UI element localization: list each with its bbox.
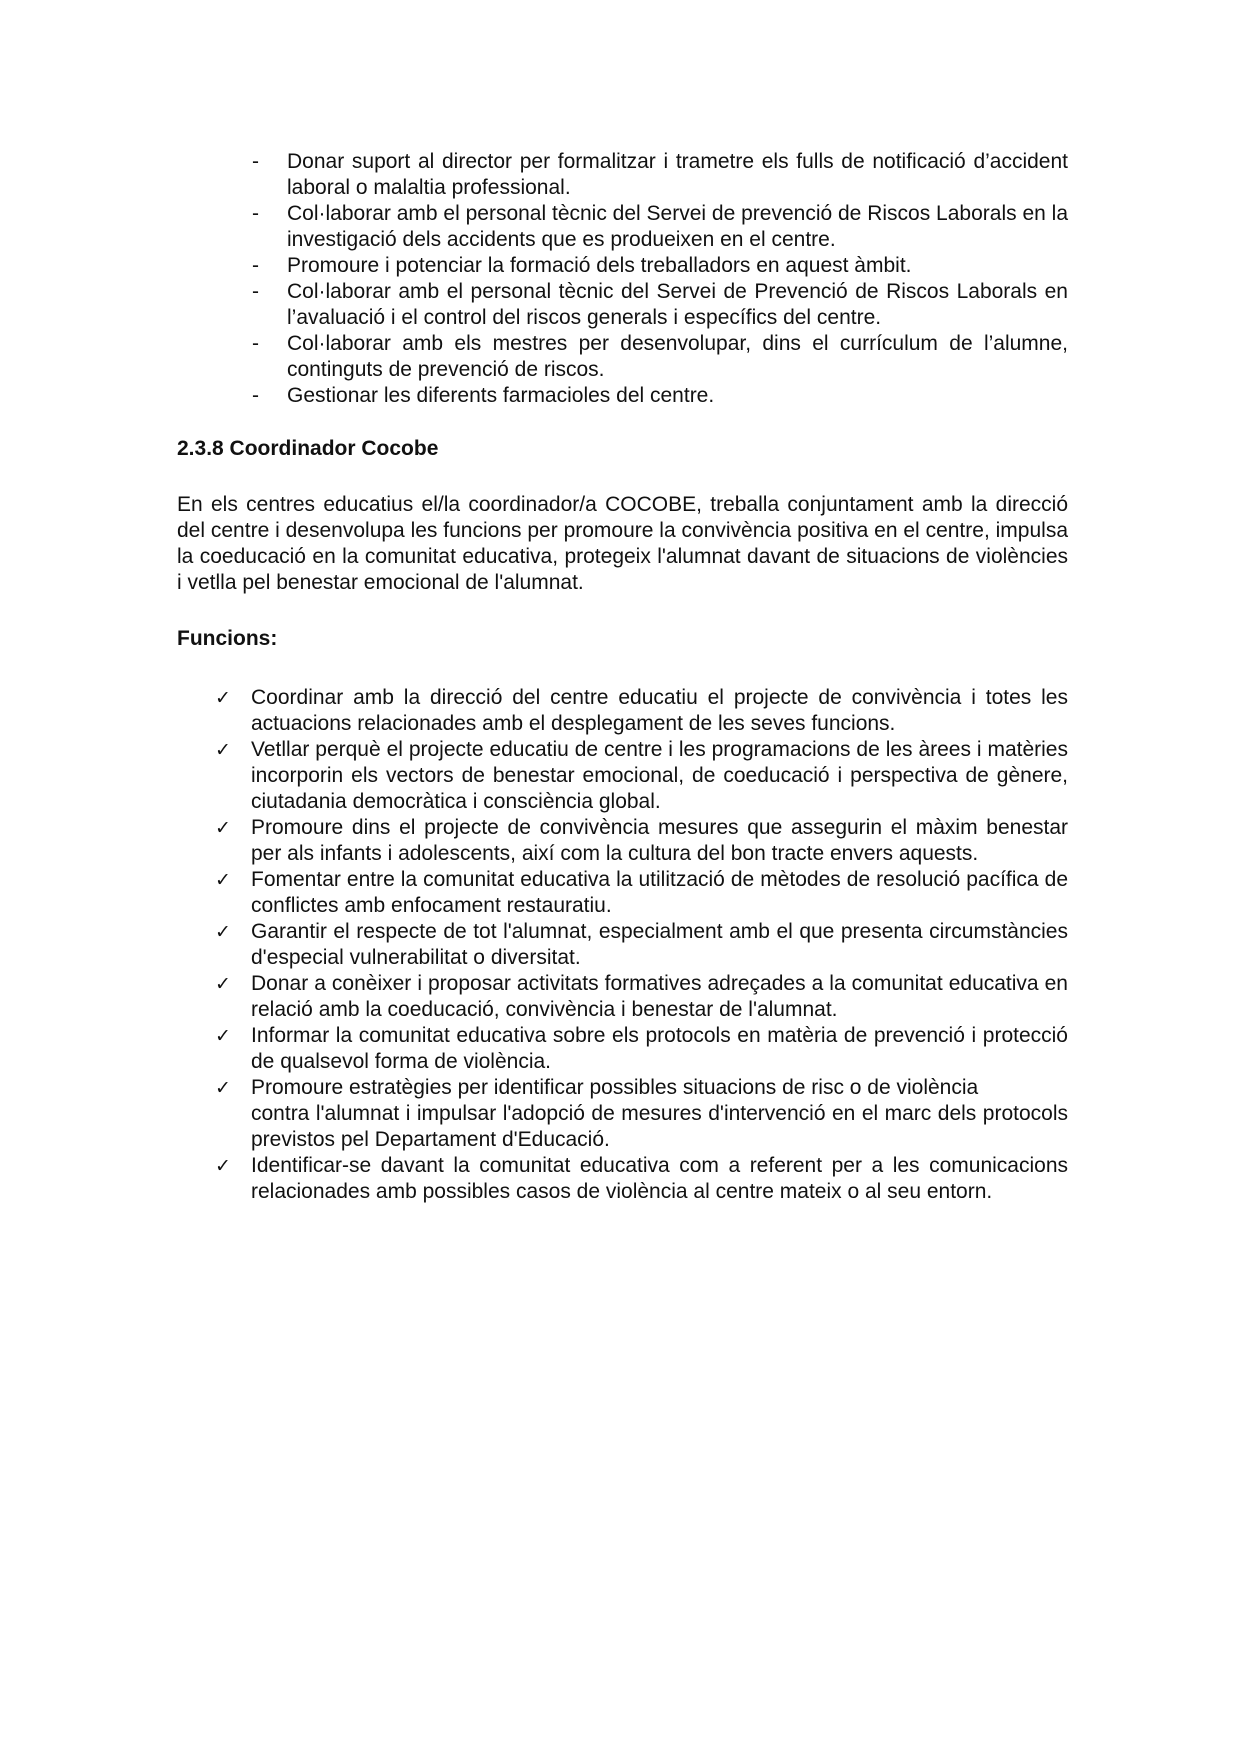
list-item-text: Vetllar perquè el projecte educatiu de centre i les programacions de les àrees i matèries incorporin els vectors de benestar emocional, de coeducació i perspectiva de gènere, ciutadania democràtica i consciència global. <box>251 738 1068 813</box>
dash-bullet-icon: - <box>252 254 259 277</box>
list-item-text: Promoure i potenciar la formació dels treballadors en aquest àmbit. <box>287 254 912 277</box>
list-item <box>252 331 1068 383</box>
list-item <box>252 149 1068 201</box>
checkmark-icon: ✓ <box>215 817 231 839</box>
list-item <box>215 815 1068 867</box>
section-title: 2.3.8 Coordinador Cocobe <box>177 437 439 460</box>
list-item-text: Identificar-se davant la comunitat educativa com a referent per a les comunicacions relacionades amb possibles casos de violència al centre mateix o al seu entorn. <box>251 1154 1068 1203</box>
checkmark-icon: ✓ <box>215 921 231 943</box>
checkmark-icon: ✓ <box>215 1155 231 1177</box>
checkmark-icon: ✓ <box>215 739 231 761</box>
list-item-text: Promoure estratègies per identificar possibles situacions de risc o de violència <box>251 1076 979 1099</box>
check-list <box>215 685 1068 1205</box>
list-item <box>215 1075 1068 1153</box>
dash-bullet-icon: - <box>252 280 259 303</box>
list-item-continuation: contra l'alumnat i impulsar l'adopció de mesures d'intervenció en el marc dels protocols previstos pel Departament d'Educació. <box>251 1102 1068 1151</box>
page-content <box>177 149 1068 1205</box>
list-item <box>215 867 1068 919</box>
list-item-text: Col·laborar amb els mestres per desenvolupar, dins el currículum de l’alumne, continguts de prevenció de riscos. <box>287 332 1068 381</box>
funcions-heading: Funcions: <box>177 627 278 650</box>
list-item-text: Informar la comunitat educativa sobre els protocols en matèria de prevenció i protecció de qualsevol forma de violència. <box>251 1024 1068 1073</box>
list-item <box>215 1153 1068 1205</box>
list-item <box>215 919 1068 971</box>
dash-bullet-icon: - <box>252 202 259 225</box>
list-item <box>252 279 1068 331</box>
list-item-text: Donar a conèixer i proposar activitats formatives adreçades a la comunitat educativa en relació amb la coeducació, convivència i benestar de l'alumnat. <box>251 972 1068 1021</box>
list-item <box>215 685 1068 737</box>
list-item-text: Promoure dins el projecte de convivència mesures que assegurin el màxim benestar per als infants i adolescents, així com la cultura del bon tracte envers aquests. <box>251 816 1068 865</box>
list-item <box>252 383 1068 409</box>
dash-bullet-icon: - <box>252 332 259 355</box>
intro-paragraph: En els centres educatius el/la coordinador/a COCOBE, treballa conjuntament amb la direcció del centre i desenvolupa les funcions per promoure la convivència positiva en el centre, impulsa la coeducació en la comunitat educativa, protegeix l'alumnat davant de situacions de violències i vetlla pel benestar emocional de l'alumnat. <box>177 493 1068 594</box>
checkmark-icon: ✓ <box>215 869 231 891</box>
list-item <box>252 201 1068 253</box>
checkmark-icon: ✓ <box>215 1025 231 1047</box>
list-item <box>215 737 1068 815</box>
list-item-text: Gestionar les diferents farmacioles del centre. <box>287 384 715 407</box>
list-item-text: Donar suport al director per formalitzar i trametre els fulls de notificació d’accident laboral o malaltia professional. <box>287 150 1068 199</box>
list-item-text: Coordinar amb la direcció del centre educatiu el projecte de convivència i totes les actuacions relacionades amb el desplegament de les seves funcions. <box>251 686 1068 735</box>
checkmark-icon: ✓ <box>215 687 231 709</box>
list-item <box>215 971 1068 1023</box>
dash-bullet-icon: - <box>252 384 259 407</box>
list-item-text: Col·laborar amb el personal tècnic del Servei de prevenció de Riscos Laborals en la investigació dels accidents que es produeixen en el centre. <box>287 202 1068 251</box>
list-item-text: Fomentar entre la comunitat educativa la utilització de mètodes de resolució pacífica de conflictes amb enfocament restauratiu. <box>251 868 1068 917</box>
list-item-text: Col·laborar amb el personal tècnic del Servei de Prevenció de Riscos Laborals en l’avaluació i el control del riscos generals i específics del centre. <box>287 280 1068 329</box>
list-item <box>252 253 1068 279</box>
checkmark-icon: ✓ <box>215 1077 231 1099</box>
dash-list <box>252 149 1068 409</box>
dash-bullet-icon: - <box>252 150 259 173</box>
list-item-text: Garantir el respecte de tot l'alumnat, especialment amb el que presenta circumstàncies d'especial vulnerabilitat o diversitat. <box>251 920 1068 969</box>
list-item <box>215 1023 1068 1075</box>
checkmark-icon: ✓ <box>215 973 231 995</box>
